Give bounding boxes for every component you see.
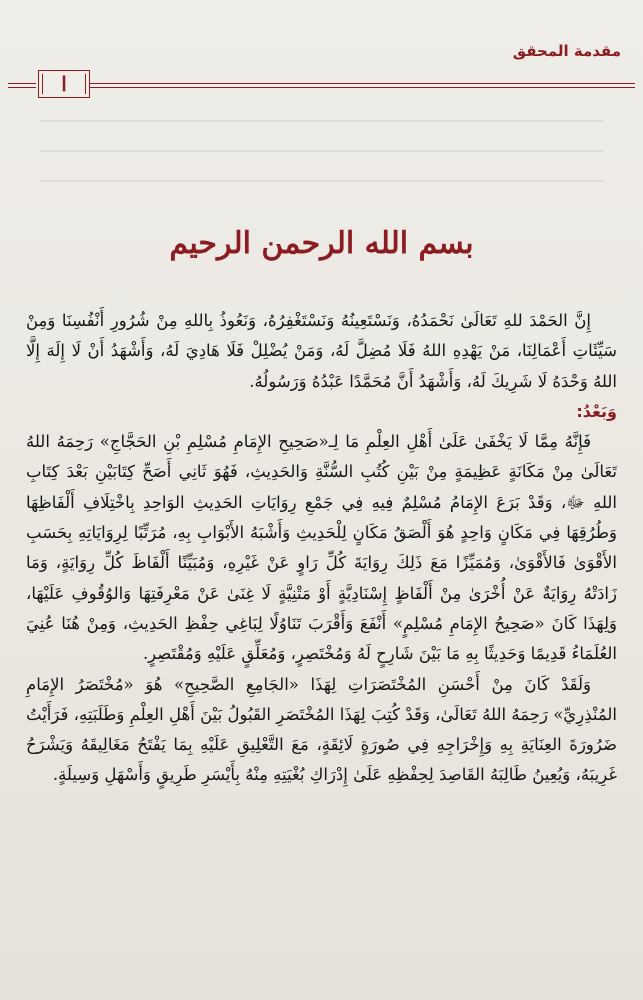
paragraph-opening: إِنَّ الحَمْدَ للهِ تَعَالَىٰ نَحْمَدُهُ، وَنَسْتَعِينُهُ وَنَسْتَغْفِرُهُ، وَنَعُوذُ بِاللهِ مِنْ شُرُورِ أَنْفُسِنَا وَمِنْ سَيِّئَاتِ أَعْمَالِنَا، مَنْ يَهْدِهِ اللهُ فَلَا مُضِلَّ لَهُ، وَمَنْ يُضْلِلْ فَلَا هَادِيَ لَهُ، وَأَشْهَدُ أَنْ لَا إِلَهَ إِلَّا اللهُ وَحْدَهُ لَا شَرِيكَ لَهُ، وَأَشْهَدُ أَنَّ مُحَمَّدًا عَبْدُهُ وَرَسُولُهُ. [26, 311, 617, 391]
bleed-through [40, 120, 603, 210]
heading-wa-bad: وَبَعْدُ: [576, 401, 617, 421]
rule-line-left [8, 83, 36, 84]
rule-line-left-2 [8, 87, 36, 88]
header-rule [8, 70, 635, 98]
basmala: بسم الله الرحمن الرحيم [169, 226, 474, 261]
page-number-box [38, 70, 90, 98]
rule-line-right-2 [90, 87, 635, 88]
rule-line-right [90, 83, 635, 84]
paragraph-mukhtasar: وَلَقَدْ كَانَ مِنْ أَحْسَنِ المُخْتَصَرَاتِ لِهَذَا «الجَامِعِ الصَّحِيحِ» هُوَ «مُخْتَصَرُ الإِمَامِ المُنْذِرِيِّ» رَحِمَهُ اللهُ تَعَالَىٰ، وَقَدْ كُتِبَ لِهَذَا المُخْتَصَرِ القَبُولُ بَيْنَ أَهْلِ العِلْمِ وَطَلَبَتِهِ، فَرَأَيْتُ ضَرُورَةَ العِنَايَةِ بِهِ وَإِخْرَاجِهِ فِي صُورَةٍ لَائِقَةٍ، مَعَ التَّعْلِيقِ عَلَيْهِ بِمَا يَفْتَحُ مَغَالِيقَهُ وَيَشْرَحُ غَرِيبَهُ، وَيُعِينُ طَالِبَهُ القَاصِدَ لِحِفْظِهِ عَلَىٰ إِدْرَاكِ بُغْيَتِهِ مِنْهُ بِأَيْسَرِ طَرِيقٍ وَأَسْهَلِ وَسِيلَةٍ. [26, 674, 617, 785]
section-title: مقدمة المحقق [512, 42, 621, 60]
paragraph-sahih-muslim: فَإِنَّهُ مِمَّا لَا يَخْفَىٰ عَلَىٰ أَهْلِ العِلْمِ مَا لِـ«صَحِيحِ الإِمَامِ مُسْلِمِ بْنِ الحَجَّاجِ» رَحِمَهُ اللهُ تَعَالَىٰ مِنْ مَكَانَةٍ عَظِيمَةٍ مِنْ بَيْنِ كُتُبِ السُّنَّةِ وَالحَدِيثِ، فَهُوَ ثَانِي أَصَحِّ كِتَابَيْنِ بَعْدَ كِتَابِ اللهِ ﷻ، وَقَدْ بَرَعَ الإِمَامُ مُسْلِمٌ فِيهِ فِي جَمْعِ رِوَايَاتِ الحَدِيثِ الوَاحِدِ بِاخْتِلَافِ أَلْفَاظِهَا وَطُرُقِهَا فِي مَكَانٍ وَاحِدٍ هُوَ أَلْصَقُ مَكَانٍ لِلْحَدِيثِ وَأَشْبَهُ الأَبْوَابِ بِهِ، مُرَتِّبًا لِرِوَايَاتِهِ بِحَسَبِ الأَقْوَىٰ فَالأَقْوَىٰ، وَمُمَيِّزًا مَعَ ذَلِكَ رِوَايَةَ كُلِّ رَاوٍ عَنْ غَيْرِهِ، وَمُبَيِّنًا أَلْفَاظَ كُلِّ رِوَايَةٍ، وَمَا زَادَتْهُ رِوَايَةٌ عَنْ أُخْرَىٰ مِنْ أَلْفَاظٍ إِسْنَادِيَّةٍ أَوْ مَتْنِيَّةٍ لَا غِنَىٰ عَنْ مَعْرِفَتِهَا وَالوُقُوفِ عَلَيْهَا، وَلِهَذَا كَانَ «صَحِيحُ الإِمَامِ مُسْلِمٍ» أَنْفَعَ وَأَقْرَبَ تَنَاوُلًا لِبَاغِي حِفْظِ الحَدِيثِ، وَمِنْ هُنَا عُنِيَ العُلَمَاءُ قَدِيمًا وَحَدِيثًا بِهِ مَا بَيْنَ شَارِحٍ لَهُ وَمُخْتَصِرٍ، وَمُعَلِّقٍ عَلَيْهِ وَمُقْتَصِرٍ. [26, 432, 617, 664]
page-number: ا [61, 72, 67, 96]
body-text [26, 306, 617, 791]
